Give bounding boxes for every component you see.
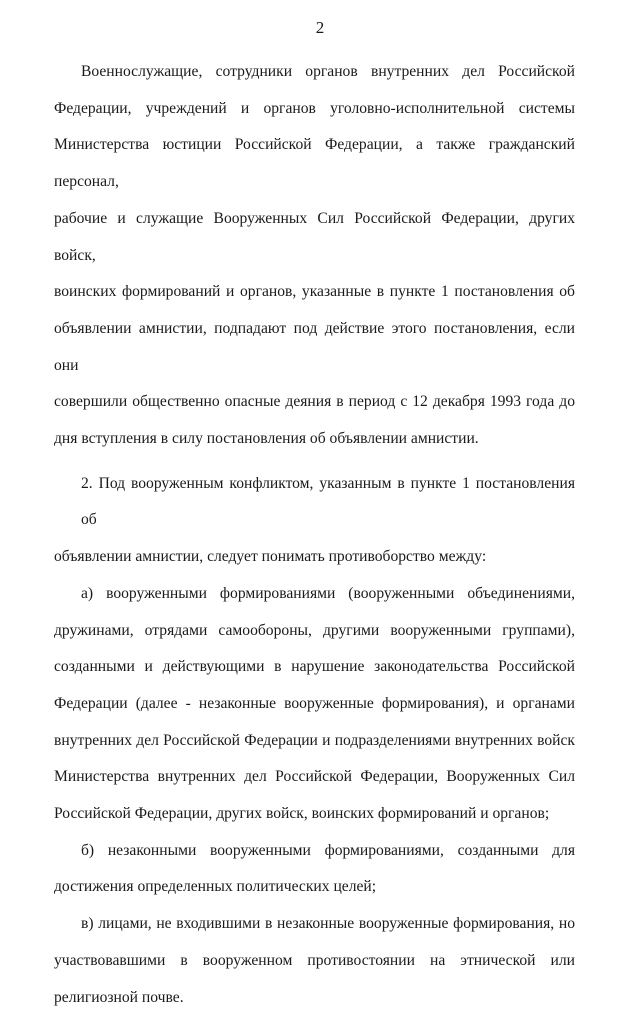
text-line: внутренних дел Российской Федерации и подразделениями внутренних войск (54, 731, 575, 749)
paragraph-item-a (54, 576, 575, 833)
text-line: в) лицами, не входившими в незаконные вооруженные формирования, но (81, 915, 575, 933)
paragraph-item-v (54, 906, 575, 1016)
text-line: воинских формирований и органов, указанные в пункте 1 постановления об (54, 283, 575, 301)
text-line: а) вооруженными формированиями (вооруженными объединениями, (81, 584, 575, 602)
paragraph-military-personnel (54, 54, 575, 458)
text-line: Министерства юстиции Российской Федерации, а также гражданский персонал, (54, 136, 575, 191)
text-line: совершили общественно опасные деяния в период с 12 декабря 1993 года до (54, 393, 575, 411)
text-line: 2. Под вооруженным конфликтом, указанным в пункте 1 постановления об (81, 474, 575, 529)
paragraph-item-b (54, 833, 575, 906)
text-line: Министерства внутренних дел Российской Федерации, Вооруженных Сил (54, 768, 575, 786)
text-line: Федерации (далее - незаконные вооруженные формирования), и органами (54, 694, 575, 712)
text-line: объявлении амнистии, подпадают под действие этого постановления, если они (54, 319, 575, 374)
text-line: Федерации, учреждений и органов уголовно-исполнительной системы (54, 99, 575, 117)
text-line: Российской Федерации, других войск, воинских формирований и органов; (54, 805, 550, 823)
text-line: объявлении амнистии, следует понимать противоборство между: (54, 548, 487, 566)
text-line: рабочие и служащие Вооруженных Сил Российской Федерации, других войск, (54, 209, 575, 264)
text-line: участвовавшими в вооруженном противостоянии на этнической или (54, 951, 575, 969)
text-line: достижения определенных политических целей; (54, 878, 377, 896)
text-line: Военнослужащие, сотрудники органов внутренних дел Российской (81, 63, 575, 80)
text-line: дружинами, отрядами самообороны, другими вооруженными группами), (54, 621, 575, 639)
text-line: созданными и действующими в нарушение законодательства Российской (54, 658, 575, 676)
text-line: б) незаконными вооруженными формированиями, созданными для (81, 841, 575, 859)
document-body (54, 54, 575, 1016)
page-number: 2 (315, 18, 325, 37)
paragraph-armed-conflict-definition (54, 466, 575, 576)
text-line: религиозной почве. (54, 988, 184, 1006)
text-line: дня вступления в силу постановления об объявлении амнистии. (54, 430, 479, 448)
